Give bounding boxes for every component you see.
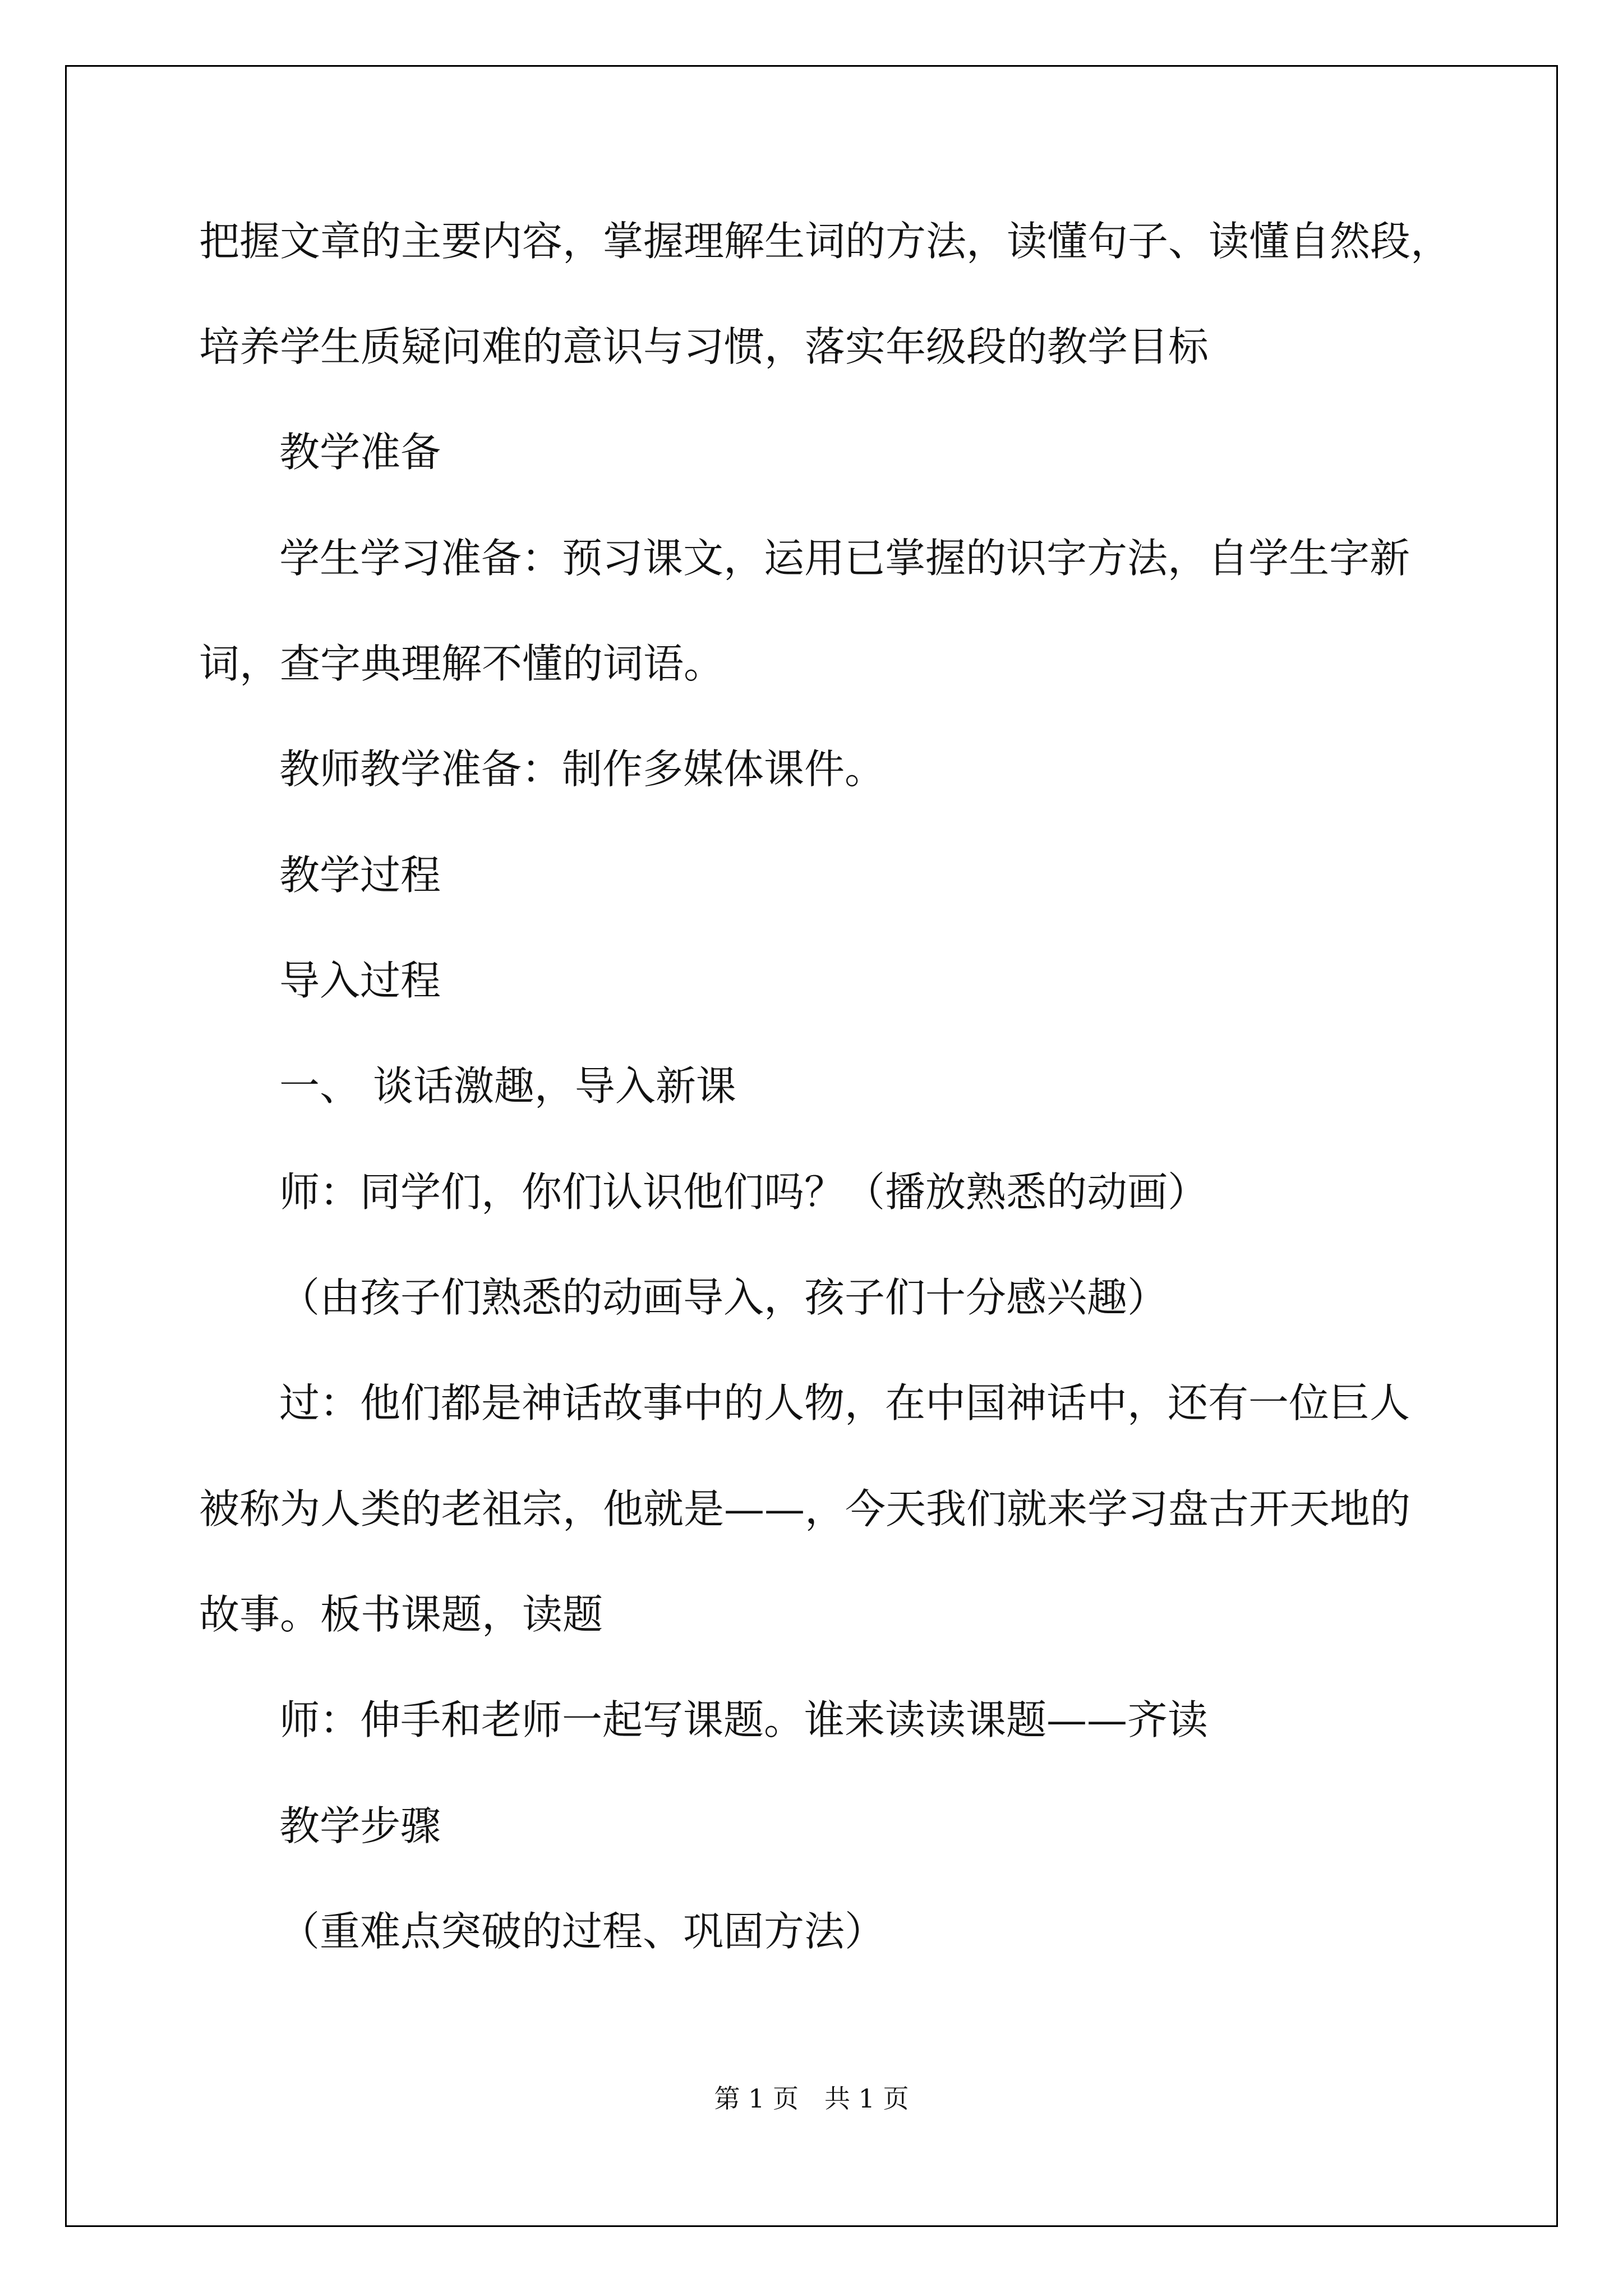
text-line: 教师教学准备：制作多媒体课件。 [279,746,886,793]
section-heading: 教学准备 [279,429,441,476]
text-line: 过：他们都是神话故事中的人物，在中国神话中，还有一位巨人 [279,1379,1410,1427]
section-heading: 教学过程 [279,852,441,899]
text-line: 词，查字典理解不懂的词语。 [199,640,725,687]
text-line: （由孩子们熟悉的动画导入，孩子们十分感兴趣） [279,1274,1168,1321]
text-line: 把握文章的主要内容，掌握理解生词的方法，读懂句子、读懂自然段， [199,218,1451,265]
text-line: 被称为人类的老祖宗，他就是——，今天我们就来学习盘古开天地的 [199,1485,1411,1533]
text-line: 学生学习准备：预习课文，运用已掌握的识字方法，自学生字新 [279,535,1410,582]
page-border [65,65,1558,2227]
text-line: 故事。板书课题，读题 [199,1591,603,1638]
text-line: 师：伸手和老师一起写课题。谁来读读课题——齐读 [279,1696,1209,1743]
text-line: （重难点突破的过程、巩固方法） [279,1908,886,1955]
section-heading: 导入过程 [279,957,441,1004]
text-line: 师：同学们，你们认识他们吗？（播放熟悉的动画） [279,1168,1209,1216]
text-line: 培养学生质疑问难的意识与习惯，落实年级段的教学目标 [199,323,1209,370]
page-number-footer: 第 1 页 共 1 页 [714,2083,909,2114]
section-heading: 教学步骤 [279,1802,441,1849]
text-line: 一、 谈话激趣，导入新课 [279,1062,736,1110]
